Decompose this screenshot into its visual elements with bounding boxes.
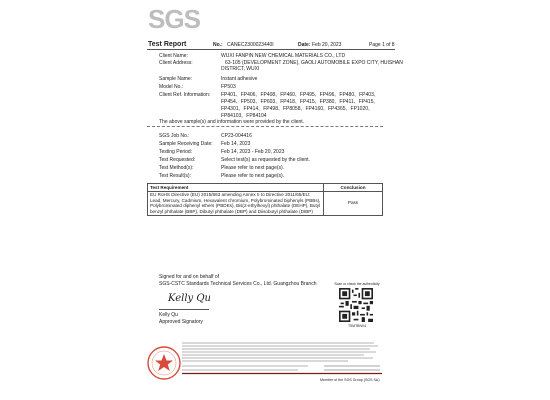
- client-address-line1: 63-105 (DEVELOPMENT ZONE), GAOLI AUTOMOBILE EXPO CITY, HUISHAN: [225, 60, 403, 66]
- model-no-value: FP503: [221, 84, 236, 90]
- footer-fine-print: [178, 339, 384, 379]
- header-rule: [147, 49, 395, 50]
- client-name-value: WUXI FANPIN NEW CHEMICAL MATERIALS CO., LTD: [221, 53, 346, 59]
- client-ref-label: Client Ref. Information:: [159, 92, 211, 98]
- test-requirement-table: [147, 183, 383, 216]
- svg-text:SGS: SGS: [148, 6, 200, 34]
- test-result-label: Test Result(s):: [159, 173, 191, 179]
- handwritten-signature: Kelly Qu: [168, 293, 211, 304]
- qr-code[interactable]: [339, 288, 373, 322]
- sample-note: The above sample(s) and information were provided by the client.: [159, 119, 305, 125]
- conclusion-cell: Pass: [324, 191, 383, 215]
- model-no-label: Model No.:: [159, 84, 184, 90]
- signature-rule: [159, 309, 209, 310]
- client-address-label: Client Address:: [159, 60, 193, 66]
- receiving-date-label: Sample Receiving Date:: [159, 141, 213, 147]
- table-row: [148, 191, 383, 215]
- qr-code-text: TSMTBNX4: [347, 324, 367, 328]
- report-no-label: No.:: [213, 42, 223, 48]
- test-requested-label: Test Requested:: [159, 157, 196, 163]
- client-ref-line: FP401、FP406、FP408、FP460、FP495、FP496、FP480、FP403、: [221, 92, 379, 98]
- sgs-member-text: Member of the SGS Group (SGS SA): [320, 378, 380, 382]
- testing-period-value: Feb 14, 2023 - Feb 20, 2023: [221, 149, 285, 155]
- test-requested-value: Select test(s) as requested by the client.: [221, 157, 310, 163]
- client-ref-line: FP84103、FP84104: [221, 113, 267, 119]
- client-address-line2: DISTRICT, WUXI: [221, 66, 260, 72]
- conclusion-column-header: Conclusion: [324, 184, 383, 192]
- signed-on-behalf: Signed for and on behalf of: [159, 274, 220, 280]
- section-divider: [147, 126, 383, 127]
- sgs-logo: [147, 6, 227, 34]
- receiving-date-value: Feb 14, 2023: [221, 141, 251, 147]
- client-name-label: Client Name:: [159, 53, 188, 59]
- testing-period-label: Testing Period:: [159, 149, 193, 155]
- test-method-label: Test Method(s):: [159, 165, 194, 171]
- test-method-value: Please refer to next page(s).: [221, 165, 285, 171]
- job-no-value: CP23-004416: [221, 133, 252, 139]
- signatory-name: Kelly Qu: [159, 312, 178, 318]
- sample-name-label: Sample Name:: [159, 76, 193, 82]
- requirement-column-header: Test Requirement: [148, 184, 324, 192]
- page-number: Page 1 of 8: [369, 42, 395, 48]
- report-date-label: Date:: [298, 42, 311, 48]
- report-date-value: Feb 20, 2023: [312, 42, 342, 48]
- official-seal: [146, 345, 182, 381]
- signatory-title: Approved Signatory: [159, 319, 203, 325]
- table-header-row: [148, 184, 383, 192]
- requirement-cell: EU RoHS Directive (EU) 2015/863 amending Annex II to Directive 2011/65/EU: Lead, Mercury, Cadmium, Hexavalent chromium, Polybrominated biphenyls (PBBs), Polybrominated diphenyl ethers (PBDEs), Bis(2-ethylhexyl) phthalate (DEHP), Butyl benzyl phthalate (BBP), Dibutyl phthalate (DBP) and Diisobutyl phthalate (DIBP): [148, 191, 324, 215]
- sample-name-value: Instant adhesive: [221, 76, 258, 82]
- test-result-value: Please refer to next page(s).: [221, 173, 285, 179]
- signing-company: SGS-CSTC Standards Technical Services Co., Ltd. Guangzhou Branch: [159, 281, 317, 287]
- client-ref-line: FP4301、FP414、FP498、FP8058、FP4160、FP4365、FP1020、: [221, 106, 374, 112]
- client-ref-line: FP454、FP503、FP603、FP418、FP415、FP380、FP411、FP415、: [221, 99, 379, 105]
- qr-caption: Scan or check the authenticity: [334, 282, 380, 286]
- report-title: Test Report: [148, 41, 187, 48]
- report-no-value: CANEC2300023440I: [227, 42, 274, 48]
- job-no-label: SGS Job No.:: [159, 133, 190, 139]
